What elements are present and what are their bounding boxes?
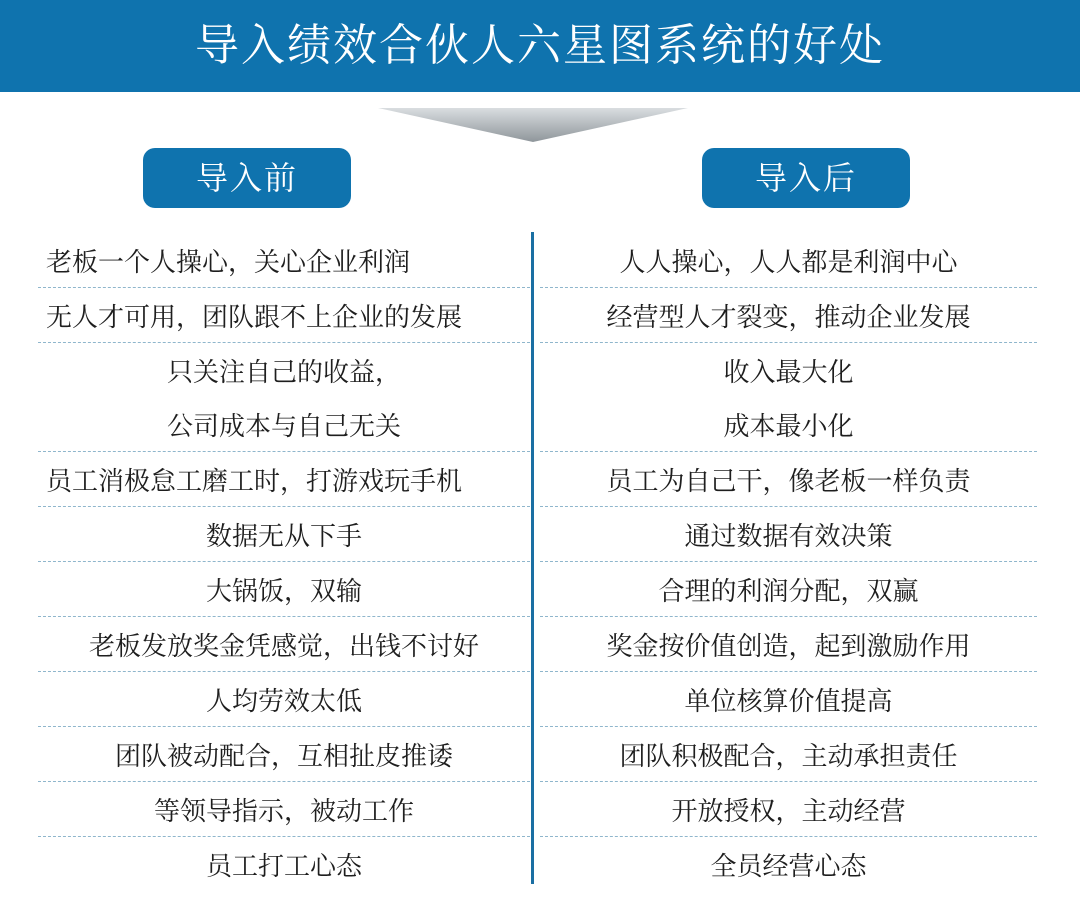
list-item: 团队积极配合，主动承担责任 bbox=[540, 727, 1037, 782]
list-item: 全员经营心态 bbox=[710, 851, 867, 882]
list-item: 公司成本与自己无关 bbox=[38, 397, 530, 452]
list-item: 大锅饭，双输 bbox=[38, 562, 530, 617]
list-item: 等领导指示，被动工作 bbox=[38, 782, 530, 837]
list-item: 数据无从下手 bbox=[38, 507, 530, 562]
list-item: 无人才可用，团队跟不上企业的发展 bbox=[38, 288, 530, 343]
list-item: 老板一个人操心，关心企业利润 bbox=[38, 233, 530, 288]
list-item: 老板发放奖金凭感觉，出钱不讨好 bbox=[38, 617, 530, 672]
before-list bbox=[38, 233, 530, 891]
list-item: 通过数据有效决策 bbox=[540, 507, 1037, 562]
after-label: 导入后 bbox=[702, 148, 910, 208]
down-arrow-icon bbox=[378, 108, 688, 142]
list-item: 合理的利润分配，双赢 bbox=[540, 562, 1037, 617]
list-item: 团队被动配合，互相扯皮推诿 bbox=[38, 727, 530, 782]
list-item: 奖金按价值创造，起到激励作用 bbox=[540, 617, 1037, 672]
list-item: 员工打工心态 bbox=[205, 851, 362, 882]
list-item: 经营型人才裂变，推动企业发展 bbox=[540, 288, 1037, 343]
column-divider bbox=[531, 232, 534, 884]
list-item: 员工为自己干，像老板一样负责 bbox=[540, 452, 1037, 507]
list-item: 成本最小化 bbox=[540, 397, 1037, 452]
before-label: 导入前 bbox=[143, 148, 351, 208]
list-item: 人人操心，人人都是利润中心 bbox=[540, 233, 1037, 288]
list-item: 人均劳效太低 bbox=[38, 672, 530, 727]
title-banner bbox=[0, 0, 1080, 92]
list-item: 只关注自己的收益， bbox=[166, 357, 401, 388]
after-list bbox=[540, 233, 1037, 891]
list-item: 开放授权，主动经营 bbox=[540, 782, 1037, 837]
list-item: 单位核算价值提高 bbox=[540, 672, 1037, 727]
list-item: 收入最大化 bbox=[723, 357, 854, 388]
page-title: 导入绩效合伙人六星图系统的好处 bbox=[195, 20, 885, 71]
list-item: 员工消极怠工磨工时，打游戏玩手机 bbox=[38, 452, 530, 507]
